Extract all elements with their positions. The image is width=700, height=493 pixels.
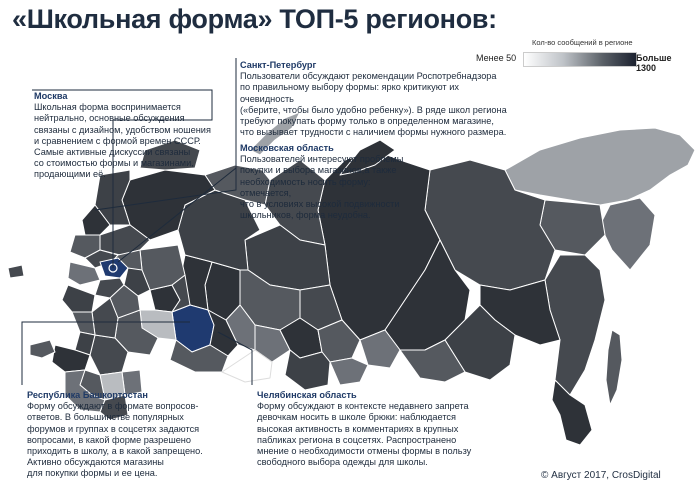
region-crimea [30, 340, 55, 358]
region-belgorod [72, 312, 95, 335]
callout-moscow-region [240, 143, 412, 221]
callout-spb-text: Пользователи обсуждают рекомендации Роспотребнадзора по правильному выбору формы: ярко критикуют их очевидность («берите, чтобы было удобно ребенку»). В ряде школ региона требуют покупать форму только в определенном магазине, что вызывает трудности с наличием формы нужного размера. [240, 71, 507, 138]
copyright-note: © Август 2017, CrosDigital [541, 470, 661, 481]
callout-spb-title: Санкт-Петербург [240, 60, 317, 70]
page-title: «Школьная форма» ТОП-5 регионов: [12, 4, 497, 34]
callout-moscow [34, 91, 212, 181]
callout-moscow-region-text: Пользователей интересуют проблемы покупки и выбора магазинов,а также необходимость носить форму: отмечается, что в условиях высокой подвижности школьников, форма неудобна. [240, 154, 404, 221]
callout-moscow-text: Школьная форма воспринимается нейтрально, основные обсуждения связаны с дизайном, удобством ношения и сравнением с формой времен СССР. Самые активные дискуссии связаны со стоимостью формы и магазинами, продающими её. [34, 102, 211, 180]
legend-caption: Кол-во сообщений в регионе [532, 38, 633, 47]
callout-moscow-title: Москва [34, 91, 68, 101]
callout-chelyabinsk [257, 390, 489, 468]
region-kamchatka [600, 198, 655, 270]
region-chukotka [505, 128, 695, 205]
region-khakassia [330, 358, 368, 385]
legend-high-label: Больше 1300 [636, 53, 672, 73]
callout-chelyabinsk-text: Форму обсуждают в контексте недавнего запрета девочкам носить в школе брюки: наблюдается высокая активность в комментариях в крупных пабликах региона в соцсетях. Распространено мнение о необходимости отмены формы в пользу свободного выбора одежды для школы. [257, 401, 472, 468]
callout-bashkortostan [27, 390, 227, 480]
region-altai [285, 350, 330, 390]
callout-moscow-region-title: Московская область [240, 143, 334, 153]
region-bryansk-kursk [62, 285, 95, 312]
callout-chelyabinsk-title: Челябинская область [257, 390, 357, 400]
callout-spb [240, 60, 510, 138]
callout-bashkortostan-title: Республика Башкортостан [27, 390, 148, 400]
callout-bashkortostan-text: Форму обсуждают в формате вопросов- ответов. В большинстве популярных форумов и группах в соцсетях задаются вопросами, в какой форме разрешено приходить в школу, а в какой запрещено. Активно обсуждаются магазины для покупки формы и ее цена. [27, 401, 203, 479]
region-kaliningrad [8, 265, 24, 278]
legend-low-label: Менее 50 [476, 53, 517, 63]
region-sakhalin [606, 330, 622, 405]
